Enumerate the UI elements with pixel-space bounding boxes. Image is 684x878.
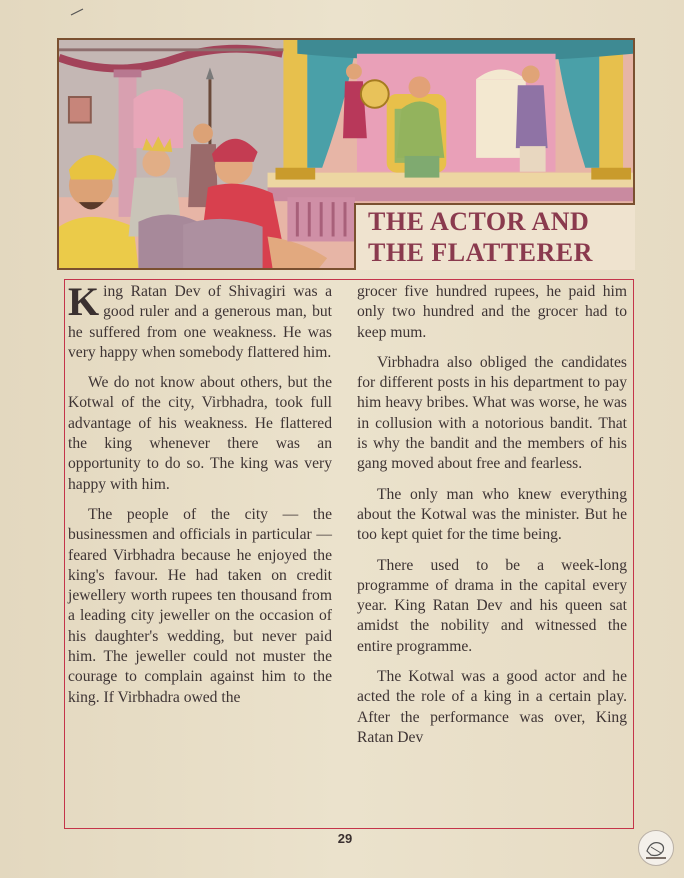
paragraph-text: ing Ratan Dev of Shivagiri was a good ruler and a generous man, but he suffered from one weakness. He was very happy when somebody flattered him. [68,283,332,361]
drop-cap: K [68,279,100,324]
paragraph: The only man who knew everything about the Kotwal was the minister. But he too kept quiet for the time being. [357,485,627,544]
paragraph: The Kotwal was a good actor and he acted the role of a king in a certain play. After the performance was over, King Ratan Dev [357,668,627,746]
story-title-line-1: THE ACTOR AND [368,207,590,236]
paragraph: The people of the city — the businessmen and officials in particular — feared Virbhadra because he enjoyed the king's favour. He had taken on credit jewellery worth rupees ten thousand from a leading city jeweller on the occasion of his daughter's wedding, but never paid him. The jeweller could not muster the courage to complain against him to the king. If Virbhadra owed the [68,505,332,706]
pen-mark-icon [70,8,84,16]
paragraph: There used to be a week-long programme of drama in the capital every year. King Ratan Dev and his queen sat amidst the nobility and witnessed the entire programme. [357,556,627,655]
paragraph: grocer five hundred rupees, he paid him only two hundred and the grocer had to keep mum. [357,283,627,341]
story-title-box [354,203,635,270]
page-number: 29 [337,831,353,846]
story-title-line-2: THE FLATTERER [368,238,593,267]
scanner-logo-icon [638,830,674,866]
paragraph [68,279,332,363]
paragraph: Virbhadra also obliged the candidates for different posts in his department to pay him heavy bribes. What was worse, he was in collusion with a notorious bandit. That is why the bandit and the members of his gang moved about free and fearless. [357,353,627,473]
right-text-column [357,282,627,748]
left-text-column [68,279,332,708]
paragraph: We do not know about others, but the Kotwal of the city, Virbhadra, took full advantage of his weakness. He flattered the king whenever there was an opportunity to do so. The king was very happy with him. [68,374,332,493]
